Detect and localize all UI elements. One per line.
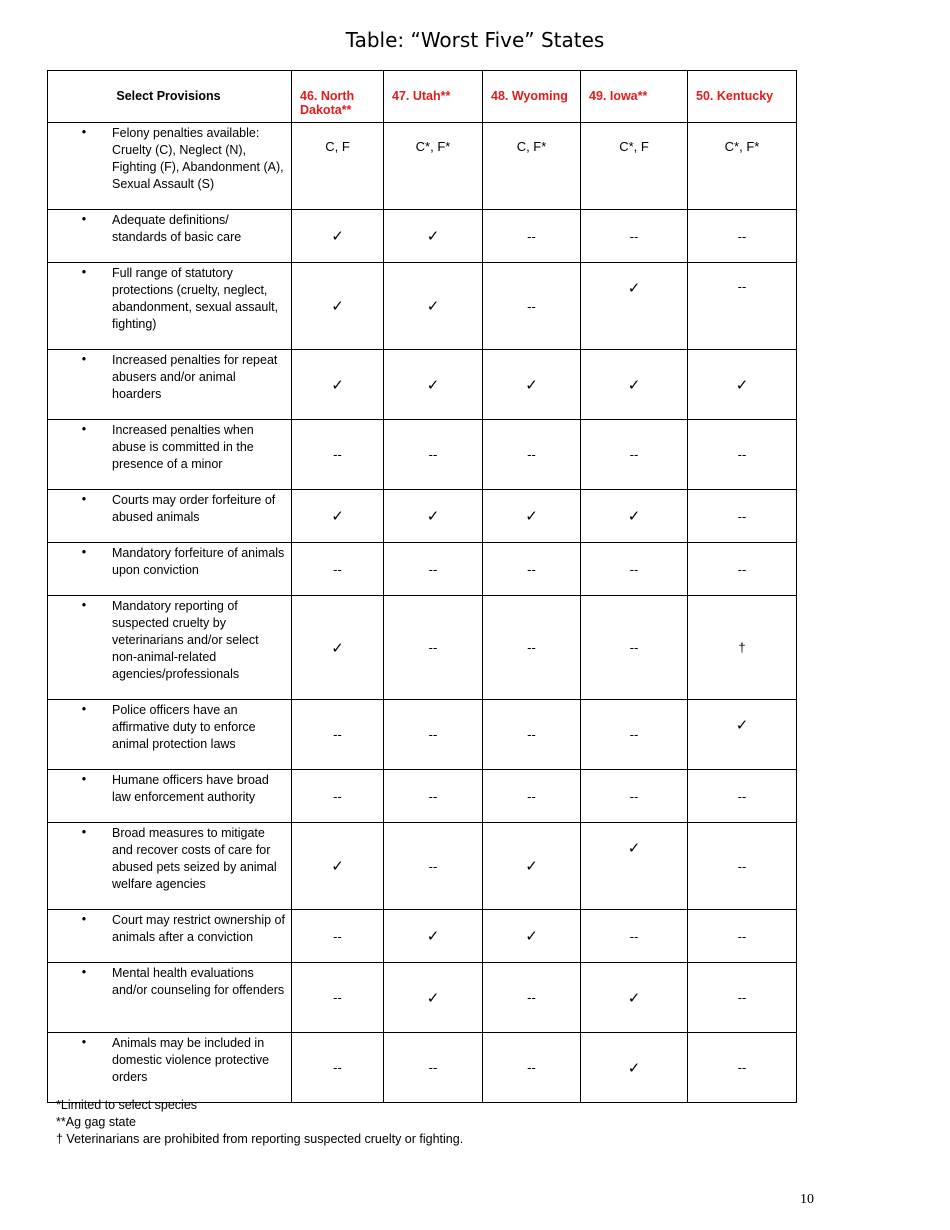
- value-cell: [688, 490, 797, 543]
- cell-value: --: [527, 228, 536, 244]
- value-cell: [581, 210, 688, 263]
- cell-value: --: [428, 447, 438, 462]
- table-row: [48, 350, 797, 420]
- check-icon-cell: [384, 210, 483, 263]
- provision-text: Increased penalties for repeat abusers and/or animal hoarders: [112, 353, 278, 401]
- provision-text: Humane officers have broad law enforcement authority: [112, 773, 269, 804]
- value-cell: [688, 823, 797, 910]
- cell-value: --: [333, 447, 342, 462]
- checkmark-icon: ✓: [627, 279, 641, 297]
- checkmark-icon: ✓: [426, 297, 440, 315]
- table-row: [48, 823, 797, 910]
- check-icon-cell: [688, 350, 797, 420]
- value-cell: [384, 823, 483, 910]
- cell-value: --: [333, 788, 342, 804]
- table-row: [48, 543, 797, 596]
- value-cell: [688, 910, 797, 963]
- table-row: [48, 770, 797, 823]
- bullet-icon: •: [81, 125, 87, 139]
- checkmark-icon: ✓: [426, 227, 440, 245]
- provision-cell: [48, 543, 292, 596]
- value-cell: [292, 123, 384, 210]
- provision-cell: [48, 910, 292, 963]
- check-icon-cell: [581, 963, 688, 1033]
- cell-value: C*, F: [619, 139, 649, 154]
- footnote-ag-gag: **Ag gag state: [56, 1115, 136, 1129]
- value-cell: [483, 700, 581, 770]
- cell-value: --: [428, 561, 438, 577]
- checkmark-icon: ✓: [426, 507, 440, 525]
- cell-value: --: [629, 228, 639, 244]
- provision-text: Animals may be included in domestic violence protective orders: [112, 1036, 270, 1084]
- value-cell: [581, 596, 688, 700]
- value-cell: [483, 770, 581, 823]
- value-cell: [292, 910, 384, 963]
- value-cell: [581, 910, 688, 963]
- cell-value: --: [527, 727, 536, 742]
- value-cell: [688, 1033, 797, 1103]
- checkmark-icon: ✓: [525, 857, 538, 875]
- provision-text: Mandatory forfeiture of animals upon conviction: [112, 546, 285, 577]
- cell-value: --: [737, 228, 747, 244]
- value-cell: [384, 770, 483, 823]
- value-cell: [292, 420, 384, 490]
- cell-value: --: [737, 508, 747, 524]
- column-header-provisions: Select Provisions: [48, 71, 292, 123]
- value-cell: [581, 420, 688, 490]
- column-header-iowa: 49. Iowa**: [581, 71, 688, 123]
- column-header-kentucky: 50. Kentucky: [688, 71, 797, 123]
- checkmark-icon: ✓: [331, 507, 344, 525]
- column-header-north-dakota: 46. North Dakota**: [292, 71, 384, 123]
- footnote-veterinarians: † Veterinarians are prohibited from reporting suspected cruelty or fighting.: [56, 1132, 464, 1146]
- value-cell: [384, 596, 483, 700]
- value-cell: [292, 1033, 384, 1103]
- checkmark-icon: ✓: [331, 638, 344, 657]
- checkmark-icon: ✓: [331, 375, 344, 394]
- table-row: [48, 490, 797, 543]
- value-cell: [384, 543, 483, 596]
- value-cell: [483, 420, 581, 490]
- check-icon-cell: [483, 910, 581, 963]
- checkmark-icon: ✓: [525, 507, 538, 525]
- check-icon-cell: [292, 350, 384, 420]
- value-cell: [384, 1033, 483, 1103]
- check-icon-cell: [384, 490, 483, 543]
- cell-value: --: [428, 1060, 438, 1075]
- cell-value: --: [629, 561, 639, 577]
- checkmark-icon: ✓: [525, 375, 538, 394]
- table-row: [48, 1033, 797, 1103]
- value-cell: [483, 123, 581, 210]
- bullet-icon: •: [81, 212, 87, 226]
- column-header-utah: 47. Utah**: [384, 71, 483, 123]
- check-icon-cell: [384, 263, 483, 350]
- bullet-icon: •: [81, 265, 87, 279]
- footnotes: [56, 1097, 463, 1148]
- value-cell: [688, 596, 797, 700]
- value-cell: [483, 963, 581, 1033]
- check-icon-cell: [483, 350, 581, 420]
- value-cell: [581, 700, 688, 770]
- cell-value: --: [428, 640, 438, 655]
- value-cell: [581, 543, 688, 596]
- value-cell: [688, 420, 797, 490]
- cell-value: --: [737, 788, 747, 804]
- check-icon-cell: [384, 350, 483, 420]
- check-icon-cell: [292, 210, 384, 263]
- check-icon-cell: [581, 263, 688, 350]
- provision-text: Mental health evaluations and/or counseling for offenders: [112, 966, 285, 997]
- bullet-icon: •: [81, 702, 87, 716]
- page-number: 10: [800, 1192, 814, 1207]
- cell-value: C*, F*: [415, 139, 451, 154]
- check-icon-cell: [292, 823, 384, 910]
- check-icon-cell: [581, 490, 688, 543]
- checkmark-icon: ✓: [627, 1058, 641, 1077]
- table-row: [48, 123, 797, 210]
- cell-value: --: [428, 858, 438, 874]
- checkmark-icon: ✓: [331, 227, 344, 245]
- worst-five-states-table: [47, 70, 797, 1103]
- check-icon-cell: [581, 823, 688, 910]
- table-row: [48, 963, 797, 1033]
- cell-value: --: [629, 727, 639, 742]
- cell-value: --: [527, 561, 536, 577]
- cell-value: --: [333, 727, 342, 742]
- value-cell: [688, 123, 797, 210]
- check-icon-cell: [483, 490, 581, 543]
- value-cell: [483, 596, 581, 700]
- provision-cell: [48, 263, 292, 350]
- cell-value: --: [333, 1060, 342, 1075]
- provision-cell: [48, 700, 292, 770]
- provision-cell: [48, 1033, 292, 1103]
- cell-value: --: [737, 990, 747, 1005]
- value-cell: [384, 420, 483, 490]
- checkmark-icon: ✓: [426, 927, 440, 945]
- bullet-icon: •: [81, 772, 87, 786]
- provision-text: Adequate definitions/ standards of basic care: [112, 213, 242, 244]
- cell-value: --: [333, 561, 342, 577]
- checkmark-icon: ✓: [735, 716, 749, 734]
- table-row: [48, 210, 797, 263]
- value-cell: [292, 543, 384, 596]
- bullet-icon: •: [81, 1035, 87, 1049]
- value-cell: [581, 770, 688, 823]
- table-row: [48, 263, 797, 350]
- value-cell: [688, 963, 797, 1033]
- page-title: Table: “Worst Five” States: [345, 28, 605, 52]
- bullet-icon: •: [81, 912, 87, 926]
- check-icon-cell: [292, 596, 384, 700]
- provision-cell: [48, 210, 292, 263]
- check-icon-cell: [581, 350, 688, 420]
- cell-value: --: [629, 640, 639, 655]
- cell-value: --: [737, 279, 747, 294]
- cell-value: --: [428, 727, 438, 742]
- cell-value: --: [527, 1060, 536, 1075]
- cell-value: --: [629, 788, 639, 804]
- cell-value: --: [527, 298, 536, 314]
- cell-value: C, F*: [516, 139, 547, 154]
- provision-cell: [48, 770, 292, 823]
- checkmark-icon: ✓: [331, 297, 344, 315]
- check-icon-cell: [292, 490, 384, 543]
- value-cell: [292, 770, 384, 823]
- value-cell: [688, 543, 797, 596]
- footnote-limited-species: *Limited to select species: [56, 1098, 198, 1112]
- checkmark-icon: ✓: [735, 375, 749, 394]
- cell-value: C*, F*: [724, 139, 760, 154]
- checkmark-icon: ✓: [627, 988, 641, 1007]
- provision-cell: [48, 420, 292, 490]
- provision-text: Felony penalties available: Cruelty (C), Neglect (N), Fighting (F), Abandonment (A), Sexual Assault (S): [112, 126, 284, 191]
- value-cell: [688, 210, 797, 263]
- provision-cell: [48, 963, 292, 1033]
- table-body: [48, 123, 797, 1103]
- cell-value: --: [737, 1060, 747, 1075]
- cell-value: --: [333, 990, 342, 1005]
- bullet-icon: •: [81, 965, 87, 979]
- cell-value: --: [333, 928, 342, 944]
- checkmark-icon: ✓: [426, 988, 440, 1007]
- table-header-row: [48, 71, 797, 123]
- check-icon-cell: [688, 700, 797, 770]
- provision-cell: [48, 490, 292, 543]
- cell-value: C, F: [325, 139, 350, 154]
- bullet-icon: •: [81, 422, 87, 436]
- bullet-icon: •: [81, 352, 87, 366]
- checkmark-icon: ✓: [426, 375, 440, 394]
- cell-value: --: [737, 858, 747, 874]
- value-cell: [483, 543, 581, 596]
- column-header-wyoming: 48. Wyoming: [483, 71, 581, 123]
- check-icon-cell: [384, 910, 483, 963]
- cell-value: --: [527, 990, 536, 1005]
- provision-text: Increased penalties when abuse is committed in the presence of a minor: [112, 423, 254, 471]
- cell-value: --: [527, 788, 536, 804]
- provision-cell: [48, 823, 292, 910]
- value-cell: [292, 963, 384, 1033]
- bullet-icon: •: [81, 825, 87, 839]
- value-cell: [581, 123, 688, 210]
- checkmark-icon: ✓: [331, 857, 344, 875]
- cell-value: --: [527, 640, 536, 655]
- check-icon-cell: [581, 1033, 688, 1103]
- value-cell: [688, 770, 797, 823]
- value-cell: [483, 210, 581, 263]
- table-row: [48, 420, 797, 490]
- checkmark-icon: ✓: [627, 375, 641, 394]
- cell-value: --: [629, 928, 639, 944]
- value-cell: [384, 123, 483, 210]
- checkmark-icon: ✓: [627, 507, 641, 525]
- provision-text: Full range of statutory protections (cruelty, neglect, abandonment, sexual assault, fighting): [112, 266, 279, 331]
- table-row: [48, 700, 797, 770]
- provision-cell: [48, 123, 292, 210]
- checkmark-icon: ✓: [525, 927, 538, 945]
- cell-value: --: [428, 788, 438, 804]
- value-cell: [292, 700, 384, 770]
- cell-value: --: [629, 447, 639, 462]
- value-cell: [384, 700, 483, 770]
- cell-value: --: [737, 928, 747, 944]
- provision-cell: [48, 596, 292, 700]
- bullet-icon: •: [81, 492, 87, 506]
- table-row: [48, 596, 797, 700]
- provision-text: Mandatory reporting of suspected cruelty by veterinarians and/or select non-animal-related agencies/professionals: [112, 599, 259, 681]
- provision-text: Police officers have an affirmative duty to enforce animal protection laws: [112, 703, 256, 751]
- bullet-icon: •: [81, 598, 87, 612]
- value-cell: [688, 263, 797, 350]
- table-row: [48, 910, 797, 963]
- value-cell: [483, 263, 581, 350]
- check-icon-cell: [384, 963, 483, 1033]
- cell-value: --: [737, 447, 747, 462]
- value-cell: [483, 1033, 581, 1103]
- provision-cell: [48, 350, 292, 420]
- checkmark-icon: ✓: [627, 839, 641, 857]
- cell-value: --: [527, 447, 536, 462]
- check-icon-cell: [483, 823, 581, 910]
- provision-text: Broad measures to mitigate and recover costs of care for abused pets seized by animal welfare agencies: [112, 826, 277, 891]
- provision-text: Courts may order forfeiture of abused animals: [112, 493, 276, 524]
- bullet-icon: •: [81, 545, 87, 559]
- check-icon-cell: [292, 263, 384, 350]
- provision-text: Court may restrict ownership of animals after a conviction: [112, 913, 285, 944]
- dagger-icon: †: [738, 640, 746, 655]
- cell-value: --: [737, 561, 747, 577]
